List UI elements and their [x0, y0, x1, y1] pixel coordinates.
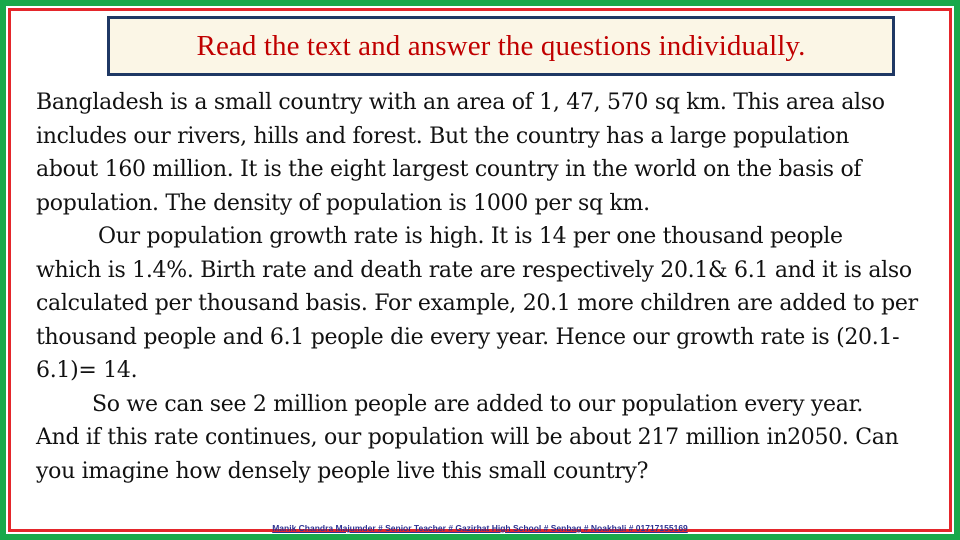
passage-line: Our population growth rate is high. It is 14 per one thousand people — [98, 224, 843, 249]
footer-credit: Manik Chandra Majumder # Senior Teacher # Gazirhat High School # Senbag # Noakhali # 01717155169 — [272, 523, 688, 533]
passage-line: you imagine how densely people live this small country? — [36, 458, 649, 484]
passage-line: calculated per thousand basis. For example, 20.1 more children are added to per — [36, 291, 918, 316]
passage-line: Bangladesh is a small country with an area of 1, 47, 570 sq km. This area also — [36, 90, 885, 115]
passage-line: thousand people and 6.1 people die every year. Hence our growth rate is (20.1- — [36, 324, 900, 350]
passage-line: So we can see 2 million people are added to our population every year. — [92, 391, 864, 417]
passage-line: And if this rate continues, our population will be about 217 million in2050. Can — [36, 425, 899, 450]
passage-line: 6.1)= 14. — [36, 358, 138, 383]
passage-line: population. The density of population is 1000 per sq km. — [36, 190, 650, 216]
title-box — [107, 16, 895, 76]
passage-line: which is 1.4%. Birth rate and death rate are respectively 20.1& 6.1 and it is also — [36, 257, 912, 283]
passage-line: includes our rivers, hills and forest. But the country has a large population — [36, 123, 850, 149]
passage-line: about 160 million. It is the eight largest country in the world on the basis of — [36, 157, 862, 182]
reading-passage — [36, 86, 936, 488]
slide-title: Read the text and answer the questions individually. — [196, 29, 806, 62]
